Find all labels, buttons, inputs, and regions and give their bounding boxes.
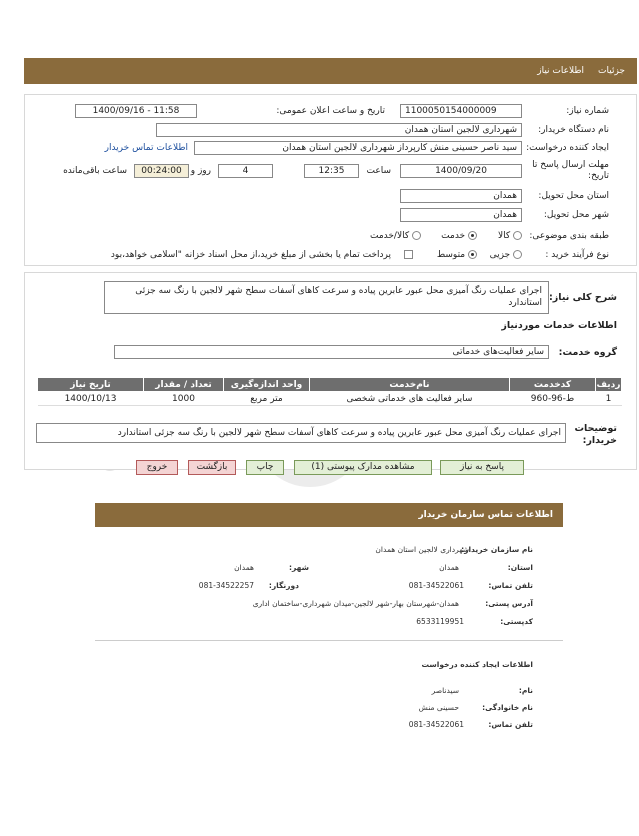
print-button[interactable]: چاپ	[246, 460, 284, 475]
info-header-bar	[24, 58, 637, 84]
requester-label: ایجاد کننده درخواست:	[526, 143, 609, 153]
requester-field: سید ناصر حسینی منش کارپرداز شهرداری لالجین استان همدان	[194, 141, 522, 155]
radio-icon	[513, 250, 522, 259]
buyer-org-field: شهرداری لالجین استان همدان	[156, 123, 522, 137]
services-title: اطلاعات خدمات موردنیاز	[501, 320, 617, 331]
contact-city: همدان	[234, 563, 254, 572]
attachments-button[interactable]: مشاهده مدارک پیوستی (1)	[294, 460, 432, 475]
creator-title: اطلاعات ایجاد کننده درخواست	[421, 660, 533, 669]
days-label: روز و	[190, 166, 211, 176]
payment-checkbox[interactable]	[404, 250, 413, 260]
deadline-label: مهلت ارسال پاسخ تا تاریخ:	[532, 160, 609, 181]
cell-row: 1	[596, 392, 622, 406]
col-need-date: تاریخ نیاز	[38, 378, 144, 392]
payment-note: پرداخت تمام یا بخشی از مبلغ خرید،از محل اسناد خزانه "اسلامی خواهد،بود	[110, 250, 391, 260]
back-button[interactable]: بازگشت	[188, 460, 236, 475]
need-number-field: 1100050154000009	[400, 104, 522, 118]
purchase-radio-medium[interactable]: متوسط	[437, 250, 477, 260]
contact-province-label: استان:	[507, 563, 533, 572]
summary-label: شرح کلی نیاز:	[548, 292, 617, 303]
contact-buyer-name-label: نام سازمان خریدار:	[461, 545, 533, 554]
contact-postal: 6533119951	[416, 617, 464, 626]
category-radio-service[interactable]: خدمت	[441, 231, 477, 241]
contact-city-label: شهر:	[289, 563, 309, 572]
contact-postal-label: کدپستی:	[500, 617, 533, 626]
contact-address: همدان-شهرستان بهار-شهر لالجین-میدان شهرداری-ساختمان اداری	[252, 599, 459, 608]
col-row: ردیف	[596, 379, 621, 390]
col-service-code: کدخدمت	[510, 378, 596, 392]
creator-family: حسینی منش	[418, 703, 459, 712]
radio-icon	[412, 231, 421, 240]
service-group-label: گروه خدمت:	[558, 347, 617, 358]
deadline-date-field: 1400/09/20	[400, 164, 522, 178]
buyer-org-label: نام دستگاه خریدار:	[538, 125, 609, 135]
purchase-type-label: نوع فرآیند خرید :	[545, 250, 609, 260]
radio-selected-icon	[468, 250, 477, 259]
services-table	[37, 377, 622, 406]
cell-need-date: 1400/10/13	[38, 392, 144, 406]
category-radio-both[interactable]: کالا/خدمت	[370, 231, 421, 241]
contact-header: اطلاعات تماس سازمان خریدار	[95, 503, 563, 527]
contact-address-label: آدرس پستی:	[485, 599, 533, 608]
contact-divider	[95, 640, 563, 641]
reply-button[interactable]: پاسخ به نیاز	[440, 460, 524, 475]
time-label: ساعت	[366, 166, 391, 176]
creator-phone: 081-34522061	[408, 720, 464, 729]
category-radio-goods[interactable]: کالا	[498, 231, 522, 241]
days-field: 4	[218, 164, 273, 178]
contact-fax-label: دورنگار:	[268, 581, 299, 590]
buyer-contact-link[interactable]: اطلاعات تماس خریدار	[104, 143, 188, 153]
delivery-city-label: شهر محل تحویل:	[543, 210, 609, 220]
contact-phone: 081-34522061	[408, 581, 464, 590]
col-quantity: تعداد / مقدار	[144, 378, 224, 392]
buyer-notes-text: اجرای عملیات رنگ آمیزی محل عبور عابرین پیاده و سرعت کاهای آسفات سطح شهر لالجین با رنگ سه جزئی استاندارد	[36, 423, 566, 443]
announce-label: تاریخ و ساعت اعلان عمومی:	[276, 106, 385, 116]
delivery-province-field: همدان	[400, 189, 522, 203]
checkbox-icon	[404, 250, 413, 259]
category-label: طبقه بندی موضوعی:	[529, 231, 609, 241]
tab-need-info[interactable]: اطلاعات نیاز	[537, 66, 585, 76]
remaining-time-field: 00:24:00	[134, 164, 189, 178]
contact-phone-label: تلفن تماس:	[488, 581, 533, 590]
creator-phone-label: تلفن تماس:	[488, 720, 533, 729]
deadline-time-field: 12:35	[304, 164, 359, 178]
creator-name-label: نام:	[518, 686, 533, 695]
purchase-radio-minor[interactable]: جزیی	[490, 250, 522, 260]
cell-service-name: سایر فعالیت های خدماتی شخصی	[310, 392, 510, 406]
table-row	[38, 392, 622, 406]
announce-field: 1400/09/16 - 11:58	[75, 104, 197, 118]
creator-name: سیدناصر	[431, 686, 459, 695]
summary-text: اجرای عملیات رنگ آمیزی محل عبور عابرین پیاده و سرعت کاهای آسفات سطح شهر لالجین با رنگ سه جزئی استاندارد	[104, 281, 549, 314]
cell-unit: متر مربع	[224, 392, 310, 406]
col-service-name: نام‌خدمت	[310, 378, 510, 392]
contact-buyer-name: شهرداری لالجین استان همدان	[375, 545, 469, 554]
delivery-province-label: استان محل تحویل:	[538, 191, 609, 201]
exit-button[interactable]: خروج	[136, 460, 178, 475]
remaining-label: ساعت باقی‌مانده	[63, 166, 127, 176]
buyer-notes-label: توضیحات خریدار:	[574, 423, 617, 446]
radio-icon	[513, 231, 522, 240]
contact-province: همدان	[439, 563, 459, 572]
cell-quantity: 1000	[144, 392, 224, 406]
service-group-field: سایر فعالیت‌های خدماتی	[114, 345, 549, 359]
cell-service-code: ط-96-960	[510, 392, 596, 406]
contact-fax: 081-34522257	[198, 581, 254, 590]
tab-details[interactable]: جزئیات	[598, 66, 625, 76]
radio-selected-icon	[468, 231, 477, 240]
delivery-city-field: همدان	[400, 208, 522, 222]
need-number-label: شماره نیاز:	[566, 106, 609, 116]
creator-family-label: نام خانوادگی:	[482, 703, 533, 712]
col-unit: واحد اندازه‌گیری	[224, 378, 310, 392]
